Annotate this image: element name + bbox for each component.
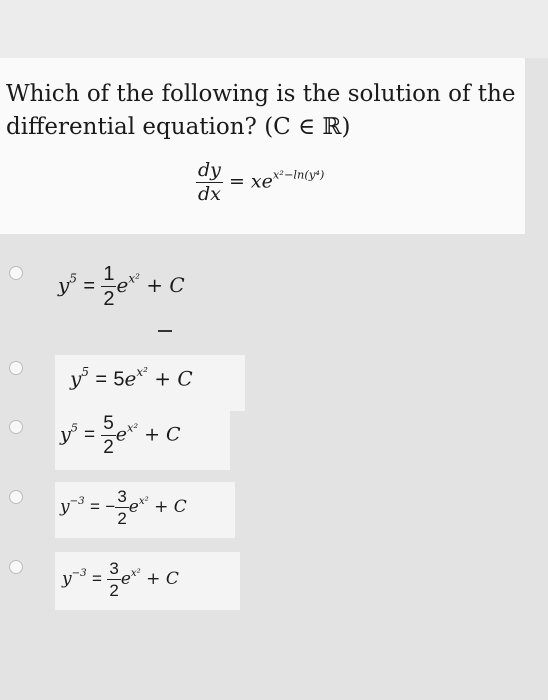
coefficient-fraction: $\frac{1}{2}$ — [103, 263, 115, 310]
coefficient-fraction: $\frac{5}{2}$ — [103, 413, 114, 458]
option-5-expression: $y^{-3}$ = $\frac{3}{2}$ $e^{x^2} + C$ — [62, 559, 179, 600]
top-band — [0, 0, 548, 58]
derivative-numerator: dy — [198, 159, 221, 181]
derivative-fraction — [196, 161, 223, 204]
radio-option-3[interactable] — [9, 420, 23, 434]
option-4-expression: $y^{-3}$ = − $\frac{3}{2}$ $e^{x^2} + C$ — [60, 487, 187, 528]
text-cursor-mark — [158, 330, 172, 332]
option-3-expression: $y^5$ = $\frac{5}{2}$ $e^{x^2} + C$ — [60, 413, 181, 458]
option-1-expression: $y^5$ = $\frac{1}{2}$ $e^{x^2} + C$ — [58, 263, 185, 310]
differential-equation — [196, 161, 324, 204]
radio-option-2[interactable] — [9, 361, 23, 375]
question-line-2: differential equation? (C ∈ ℝ) — [6, 114, 351, 140]
equation-exponent: x²−ln(y⁴) — [272, 167, 325, 182]
question-text — [6, 78, 516, 144]
radio-option-1[interactable] — [9, 266, 23, 280]
question-line-1: Which of the following is the solution of the — [6, 81, 516, 107]
equation-rhs: = xe — [228, 170, 273, 193]
coefficient-fraction: $\frac{3}{2}$ — [117, 487, 127, 528]
derivative-denominator: dx — [198, 183, 221, 205]
question-panel — [0, 58, 525, 234]
radio-option-4[interactable] — [9, 490, 23, 504]
option-2-expression: $y^5 = 5e^{x^2} + C$ — [70, 365, 193, 391]
radio-option-5[interactable] — [9, 560, 23, 574]
coefficient-fraction: $\frac{3}{2}$ — [109, 559, 119, 600]
